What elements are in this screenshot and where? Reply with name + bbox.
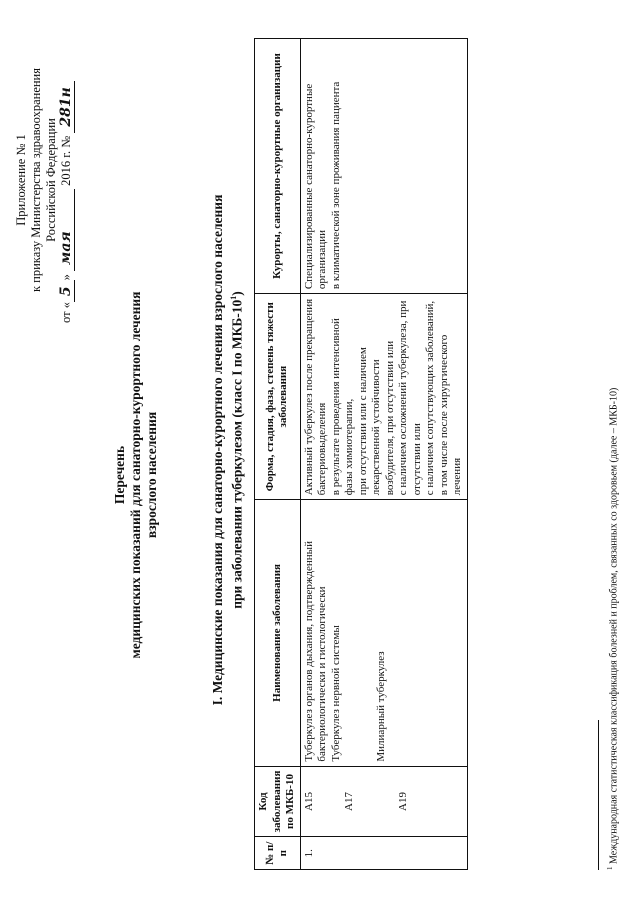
form-line-1: Активный туберкулез после прекращения бактериовыделения (302, 298, 328, 496)
name-respiratory-tb: Туберкулез органов дыхания, подтвержденный бактериологически и гистологически (302, 541, 328, 762)
document-title (112, 145, 160, 805)
date-month-handwritten: мая (59, 189, 75, 271)
title-line-2: медицинских показаний для санаторно-курортного лечения (128, 291, 143, 659)
date-year: 2016 г. № (59, 135, 73, 186)
header-disease: Наименование заболевания (255, 500, 301, 766)
appendix-order-line: к приказу Министерства здравоохранения (29, 68, 43, 293)
code-a17: A17 (343, 792, 355, 811)
appendix-number: Приложение № 1 (14, 134, 28, 226)
section-heading (210, 35, 246, 865)
name-miliary-tb: Милиарный туберкулез (375, 651, 387, 762)
form-line-4: с наличием осложнений туберкулеза, при отсутствии или (397, 300, 423, 496)
date-mid: » (59, 274, 73, 281)
name-nervous-tb: Туберкулез нервной системы (329, 625, 342, 762)
header-code: Код заболевания по МКБ-10 (255, 766, 301, 837)
cell-num: 1. (300, 837, 467, 870)
footnote-divider (598, 720, 599, 870)
table-header-row (255, 39, 301, 870)
form-line-2: в результате проведения интенсивной фазы химиотерапии, (329, 318, 355, 496)
resort-line-1: Специализированные санаторно-курортные организации (302, 83, 328, 290)
table-row (300, 39, 467, 870)
header-form: Форма, стадия, фаза, степень тяжести заболевания (255, 294, 301, 500)
cell-codes (300, 766, 467, 837)
footnote (604, 70, 620, 870)
footnote-mark: 1 (606, 866, 614, 870)
cell-resorts (300, 39, 467, 294)
form-line-5: с наличием сопутствующих заболеваний, в том числе после хирургического лечения (424, 300, 463, 496)
indications-table (254, 38, 468, 870)
appendix-federation-line: Российской Федерации (44, 118, 58, 242)
cell-form (300, 294, 467, 500)
footnote-text: Международная статистическая классификация болезней и проблем, связанных со здоровьем (далее – МКБ-10) (608, 387, 620, 864)
code-a19: A19 (396, 792, 409, 811)
date-day-handwritten: 5 (59, 280, 75, 302)
appendix-date-line (59, 15, 75, 345)
code-a15: A15 (302, 792, 315, 811)
form-line-3: при отсутствии или с наличием лекарственной устойчивости возбудителя, при отсутствии или (356, 340, 396, 496)
title-heading: Перечень (112, 445, 127, 505)
appendix-block (14, 15, 75, 345)
cell-names (300, 500, 467, 766)
header-num: № п/п (255, 837, 301, 870)
title-line-3: взрослого населения (144, 411, 159, 539)
section-line-2: при заболевании туберкулезом (класс I по МКБ-$10^1$) (229, 291, 245, 609)
resort-line-2: в климатической зоне проживания пациента (329, 81, 342, 290)
order-number-handwritten: 281н (59, 81, 75, 132)
section-line-1: I. Медицинские показания для санаторно-курортного лечения взрослого населения (210, 194, 225, 706)
footnote-ref: 1 (229, 295, 238, 300)
header-resorts: Курорты, санаторно-курортные организации (255, 39, 301, 294)
date-prefix: от « (59, 302, 73, 323)
